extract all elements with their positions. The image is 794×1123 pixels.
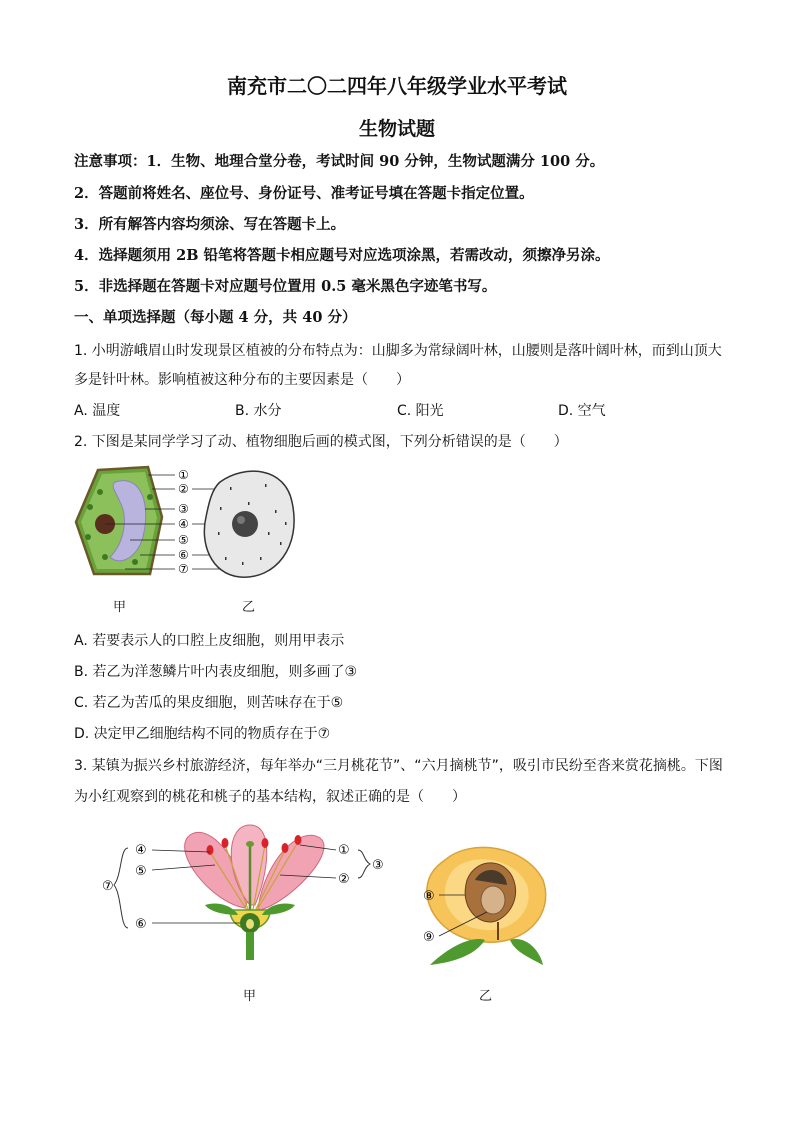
- cell-label-2: ②: [178, 482, 189, 496]
- plant-cell: [76, 467, 162, 574]
- note-line: 2．答题前将姓名、座位号、身份证号、准考证号填在答题卡指定位置。: [74, 185, 534, 202]
- note-line: 5．非选择题在答题卡对应题号位置用 0.5 毫米黑色字迹笔书写。: [74, 278, 497, 295]
- fig2-caption-b: 乙: [242, 600, 256, 615]
- flower-label-2: ②: [338, 872, 350, 887]
- flower-label-7: ⑦: [102, 879, 114, 894]
- peach-diagram: [415, 840, 555, 970]
- cell-label-3: ③: [178, 502, 189, 516]
- q1-option-d: D. 空气: [558, 403, 606, 419]
- fruit-label-9: ⑨: [423, 930, 435, 945]
- note-line: 4．选择题须用 2B 铅笔将答题卡相应题号对应选项涂黑，若需改动，须擦净另涂。: [74, 247, 610, 264]
- section-heading: 一、单项选择题（每小题 4 分，共 40 分）: [74, 309, 357, 326]
- q1-option-b: B. 水分: [235, 403, 282, 419]
- cell-diagram: [70, 462, 310, 587]
- flower-label-1: ①: [338, 843, 350, 858]
- flower-label-4: ④: [135, 843, 147, 858]
- note-line: 3．所有解答内容均须涂、写在答题卡上。: [74, 216, 346, 233]
- flower-label-5: ⑤: [135, 864, 147, 879]
- flower-diagram: [100, 820, 390, 970]
- question-2-text: 2. 下图是某同学学习了动、植物细胞后画的模式图，下列分析错误的是（ ）: [74, 434, 568, 450]
- cell-label-1: ①: [178, 468, 189, 482]
- animal-cell: [204, 471, 294, 577]
- question-1-text: 1. 小明游峨眉山时发现景区植被的分布特点为：山脚多为常绿阔叶林，山腰则是落叶阔叶林，而到山顶大: [74, 343, 722, 359]
- q2-option-c: C. 若乙为苦瓜的果皮细胞，则苦味存在于⑤: [74, 695, 344, 711]
- note-line: 注意事项：1．生物、地理合堂分卷，考试时间 90 分钟，生物试题满分 100 分。: [74, 153, 605, 170]
- fig2-caption-a: 甲: [113, 600, 127, 615]
- fruit-label-8: ⑧: [423, 889, 435, 904]
- q2-option-b: B. 若乙为洋葱鳞片叶内表皮细胞，则多画了③: [74, 664, 358, 680]
- q1-option-a: A. 温度: [74, 403, 121, 419]
- q2-option-a: A. 若要表示人的口腔上皮细胞，则用甲表示: [74, 633, 345, 649]
- cell-label-7: ⑦: [178, 562, 189, 576]
- flower-label-6: ⑥: [135, 917, 147, 932]
- page-title: 南充市二〇二四年八年级学业水平考试: [227, 74, 567, 98]
- question-1-text: 多是针叶林。影响植被这种分布的主要因素是（ ）: [74, 372, 410, 388]
- cell-label-6: ⑥: [178, 548, 189, 562]
- fig3-caption-b: 乙: [479, 989, 493, 1004]
- question-3-text: 3. 某镇为振兴乡村旅游经济，每年举办“三月桃花节”、“六月摘桃节”，吸引市民纷至沓来赏花摘桃。下图: [74, 758, 723, 774]
- fig3-caption-a: 甲: [243, 989, 257, 1004]
- flower-label-3: ③: [372, 858, 384, 873]
- cell-label-4: ④: [178, 517, 189, 531]
- q1-option-c: C. 阳光: [397, 403, 444, 419]
- cell-label-5: ⑤: [178, 533, 189, 547]
- q2-option-d: D. 决定甲乙细胞结构不同的物质存在于⑦: [74, 726, 331, 742]
- page-subtitle: 生物试题: [358, 118, 435, 140]
- question-3-text: 为小红观察到的桃花和桃子的基本结构，叙述正确的是（ ）: [74, 789, 466, 805]
